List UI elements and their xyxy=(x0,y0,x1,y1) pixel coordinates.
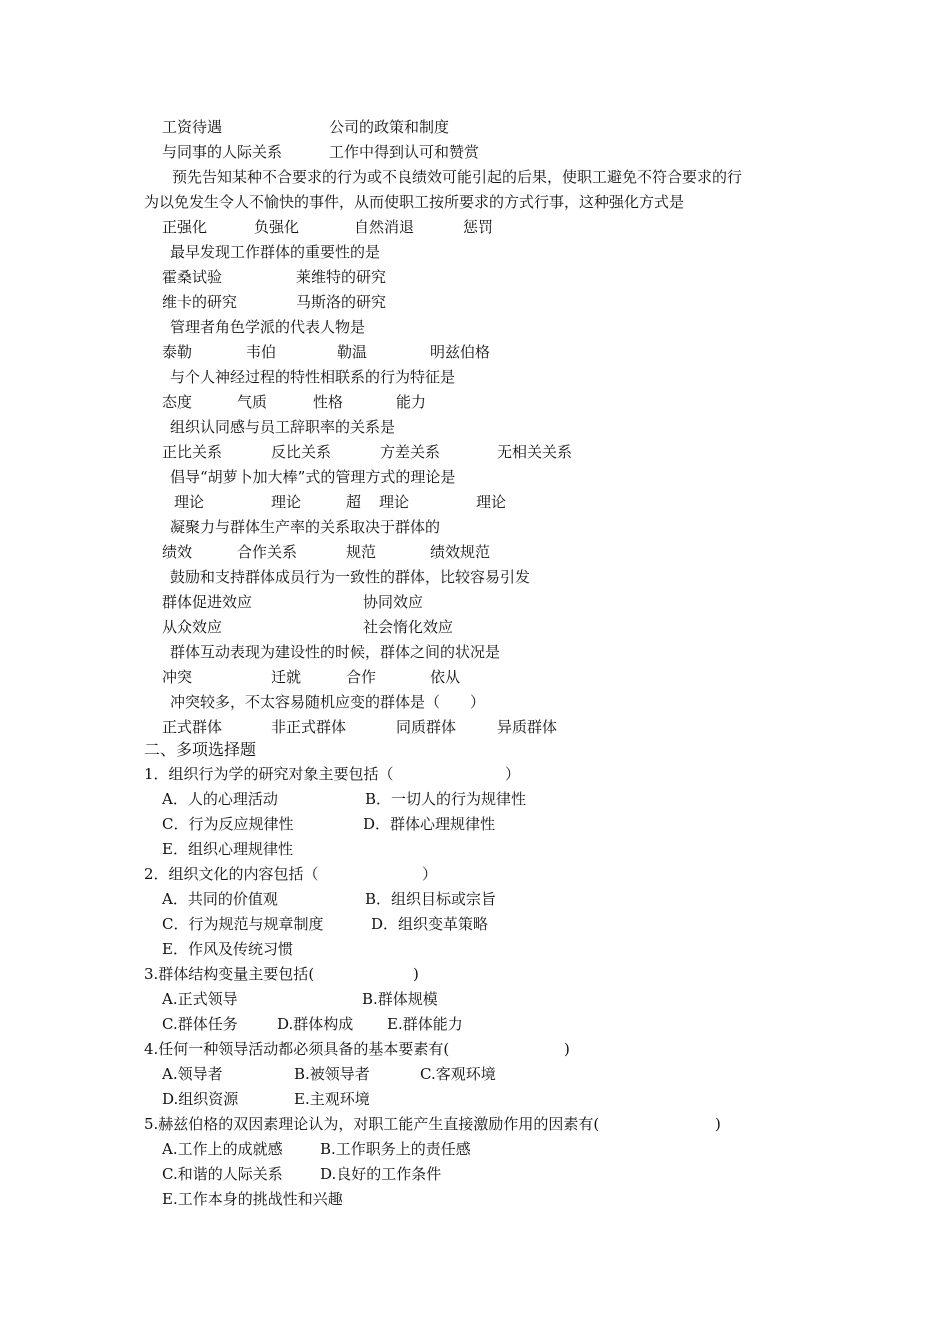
text-segment: 马斯洛的研究 xyxy=(296,293,387,311)
text-segment: 反比关系 xyxy=(271,443,332,461)
text-segment: 泰勒 xyxy=(162,343,193,361)
text-segment: C．行为反应规律性 xyxy=(162,815,294,833)
text-segment: A.正式领导 xyxy=(162,990,238,1008)
text-segment: 理论 xyxy=(271,493,302,511)
text-segment: 凝聚力与群体生产率的关系取决于群体的 xyxy=(170,518,441,536)
text-segment: D.群体构成 xyxy=(277,1015,354,1033)
text-segment: 迁就 xyxy=(271,668,302,686)
text-segment: E．组织心理规律性 xyxy=(162,840,293,858)
text-segment: C．行为规范与规章制度 xyxy=(162,915,324,933)
text-segment: 工资待遇 xyxy=(162,118,223,136)
text-segment: 与个人神经过程的特性相联系的行为特征是 xyxy=(170,368,456,386)
text-segment: B.工作职务上的责任感 xyxy=(320,1140,471,1158)
text-segment: 负强化 xyxy=(254,218,300,236)
text-segment: 惩罚 xyxy=(463,218,494,236)
text-segment: B．组织目标或宗旨 xyxy=(365,890,497,908)
text-segment: A．人的心理活动 xyxy=(162,790,278,808)
text-segment: 从众效应 xyxy=(162,618,223,636)
text-segment: 预先告知某种不合要求的行为或不良绩效可能引起的后果，使职工避免不符合要求的行 xyxy=(172,168,743,186)
text-segment: 1．组织行为学的研究对象主要包括（ xyxy=(144,765,394,783)
text-segment: 与同事的人际关系 xyxy=(162,143,283,161)
text-segment: 5.赫兹伯格的双因素理论认为，对职工能产生直接激励作用的因素有( xyxy=(144,1115,600,1133)
text-segment: 群体促进效应 xyxy=(162,593,253,611)
text-segment: 霍桑试验 xyxy=(162,268,223,286)
text-segment: 同质群体 xyxy=(396,718,457,736)
text-segment: 正式群体 xyxy=(162,718,223,736)
text-segment: 冲突较多，不太容易随机应变的群体是（ ） xyxy=(170,693,486,711)
text-segment: 超 xyxy=(346,493,362,511)
text-segment: 韦伯 xyxy=(246,343,277,361)
text-segment: 方差关系 xyxy=(380,443,441,461)
text-segment: 莱维特的研究 xyxy=(296,268,387,286)
text-segment: ) xyxy=(564,1040,570,1058)
text-segment: 合作 xyxy=(346,668,377,686)
text-segment: 管理者角色学派的代表人物是 xyxy=(170,318,366,336)
text-segment: ) xyxy=(715,1115,721,1133)
text-segment: 组织认同感与员工辞职率的关系是 xyxy=(170,418,396,436)
text-segment: 能力 xyxy=(396,393,427,411)
text-segment: ) xyxy=(413,965,419,983)
text-segment: 无相关关系 xyxy=(497,443,573,461)
text-segment: 依从 xyxy=(430,668,461,686)
text-segment: C.群体任务 xyxy=(162,1015,238,1033)
text-segment: 维卡的研究 xyxy=(162,293,238,311)
text-segment: 社会惰化效应 xyxy=(363,618,454,636)
text-segment: B．一切人的行为规律性 xyxy=(365,790,527,808)
text-segment: 气质 xyxy=(237,393,268,411)
text-segment: 绩效规范 xyxy=(430,543,491,561)
text-segment: 3.群体结构变量主要包括( xyxy=(144,965,315,983)
text-segment: 性格 xyxy=(313,393,344,411)
text-segment: 理论 xyxy=(476,493,507,511)
text-segment: D．组织变革策略 xyxy=(371,915,489,933)
text-segment: 工作中得到认可和赞赏 xyxy=(329,143,480,161)
text-segment: ） xyxy=(422,865,438,883)
text-segment: E．作风及传统习惯 xyxy=(162,940,293,958)
text-segment: 二、多项选择题 xyxy=(144,740,257,759)
text-segment: 2．组织文化的内容包括（ xyxy=(144,865,319,883)
text-segment: E.群体能力 xyxy=(387,1015,463,1033)
text-segment: 4.任何一种领导活动都必须具备的基本要素有( xyxy=(144,1040,450,1058)
text-segment: 鼓励和支持群体成员行为一致性的群体，比较容易引发 xyxy=(170,568,531,586)
text-segment: ） xyxy=(505,765,521,783)
text-segment: 明兹伯格 xyxy=(430,343,491,361)
text-segment: E.工作本身的挑战性和兴趣 xyxy=(162,1190,343,1208)
text-segment: D．群体心理规律性 xyxy=(363,815,496,833)
text-segment: D.良好的工作条件 xyxy=(320,1165,442,1183)
text-segment: 为以免发生令人不愉快的事件，从而使职工按所要求的方式行事，这种强化方式是 xyxy=(144,193,685,211)
text-segment: 绩效 xyxy=(162,543,193,561)
text-segment: 理论 xyxy=(379,493,410,511)
text-segment: E.主观环境 xyxy=(294,1090,370,1108)
text-segment: 正强化 xyxy=(162,218,208,236)
text-segment: 公司的政策和制度 xyxy=(329,118,450,136)
text-segment: 勒温 xyxy=(337,343,368,361)
text-segment: 理论 xyxy=(174,493,205,511)
text-segment: 自然消退 xyxy=(354,218,415,236)
text-segment: C.客观环境 xyxy=(420,1065,496,1083)
text-segment: A．共同的价值观 xyxy=(162,890,278,908)
text-segment: 合作关系 xyxy=(237,543,298,561)
text-segment: D.组织资源 xyxy=(162,1090,239,1108)
text-segment: 异质群体 xyxy=(497,718,558,736)
text-segment: 正比关系 xyxy=(162,443,223,461)
text-segment: B.被领导者 xyxy=(294,1065,370,1083)
text-segment: 规范 xyxy=(346,543,377,561)
text-segment: 倡导“胡萝卜加大棒”式的管理方式的理论是 xyxy=(170,468,456,486)
text-segment: 群体互动表现为建设性的时候，群体之间的状况是 xyxy=(170,643,501,661)
text-segment: C.和谐的人际关系 xyxy=(162,1165,283,1183)
text-segment: 非正式群体 xyxy=(271,718,347,736)
text-segment: 最早发现工作群体的重要性的是 xyxy=(170,243,381,261)
text-segment: 协同效应 xyxy=(363,593,424,611)
text-segment: A.领导者 xyxy=(162,1065,223,1083)
text-segment: B.群体规模 xyxy=(362,990,438,1008)
text-segment: 态度 xyxy=(162,393,193,411)
text-segment: A.工作上的成就感 xyxy=(162,1140,283,1158)
text-segment: 冲突 xyxy=(162,668,193,686)
